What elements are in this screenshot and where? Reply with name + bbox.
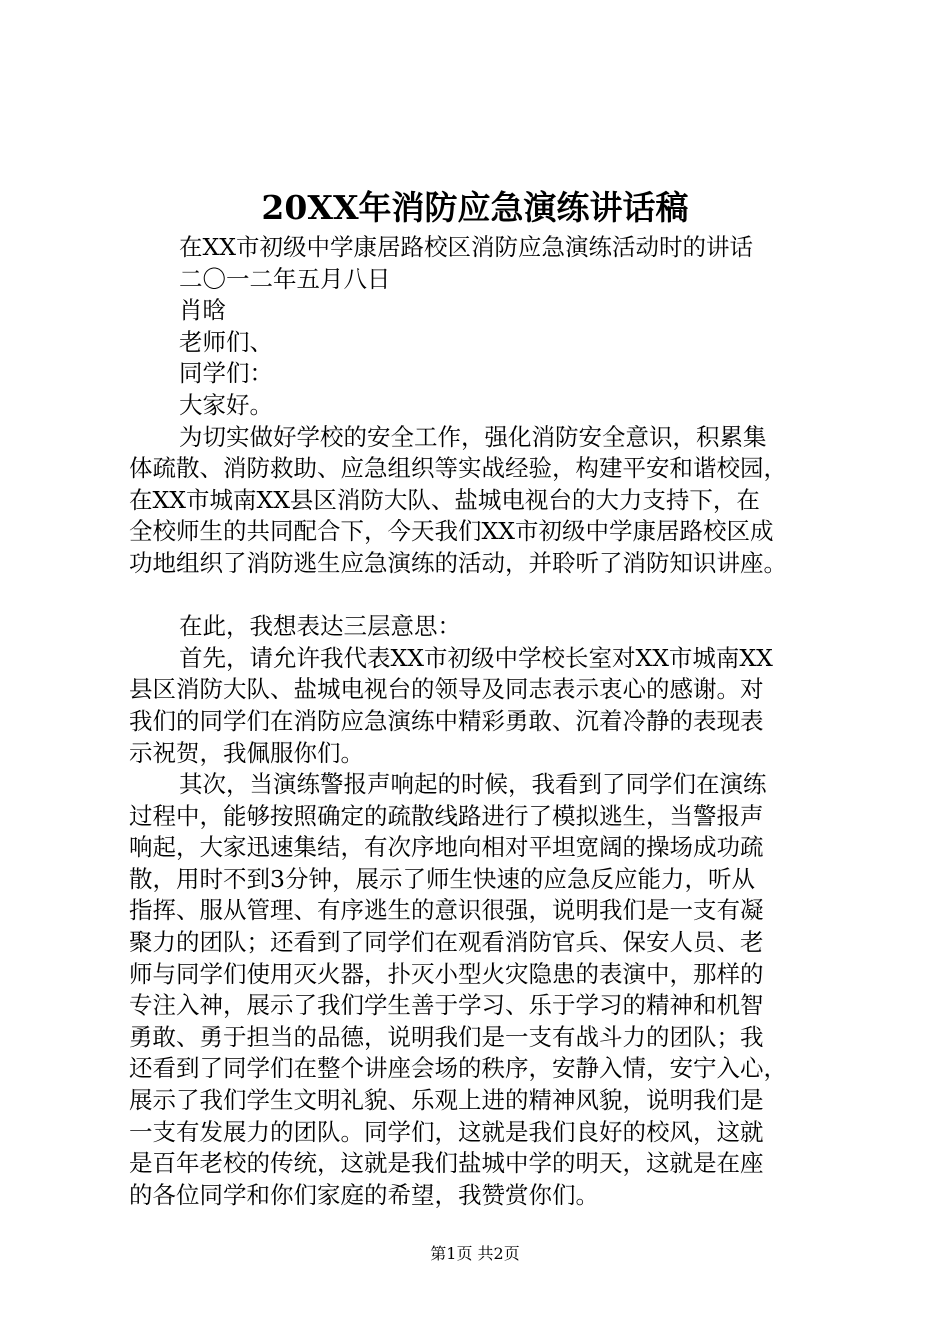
document-body — [129, 232, 849, 1211]
text-line: 指挥、服从管理、有序逃生的意识很强，说明我们是一支有凝 — [129, 896, 764, 925]
text-line: 的各位同学和你们家庭的希望，我赞赏你们。 — [129, 1180, 599, 1209]
text-line — [129, 580, 849, 612]
text-line: 老师们、 — [179, 327, 273, 356]
text-line: 散，用时不到3分钟，展示了师生快速的应急反应能力，听从 — [129, 864, 755, 893]
text-line: 在XX市城南XX县区消防大队、盐城电视台的大力支持下，在 — [129, 485, 760, 514]
text-line: 在此，我想表达三层意思： — [179, 612, 461, 641]
text-line: 勇敢、勇于担当的品德，说明我们是一支有战斗力的团队；我 — [129, 1022, 764, 1051]
text-line: 同学们： — [179, 359, 273, 388]
text-line: 过程中，能够按照确定的疏散线路进行了模拟逃生，当警报声 — [129, 801, 764, 830]
text-line: 肖晗 — [179, 296, 226, 325]
text-line: 其次，当演练警报声响起的时候，我看到了同学们在演练 — [179, 770, 767, 799]
text-line: 展示了我们学生文明礼貌、乐观上进的精神风貌，说明我们是 — [129, 1086, 764, 1115]
page-footer: 第1页 共2页 — [430, 1244, 520, 1263]
text-line: 聚力的团队；还看到了同学们在观看消防官兵、保安人员、老 — [129, 928, 764, 957]
text-line: 为切实做好学校的安全工作，强化消防安全意识，积累集 — [179, 422, 767, 451]
text-line: 我们的同学们在消防应急演练中精彩勇敢、沉着冷静的表现表 — [129, 706, 764, 735]
text-line: 体疏散、消防救助、应急组织等实战经验，构建平安和谐校园， — [129, 454, 787, 483]
text-line: 专注入神，展示了我们学生善于学习、乐于学习的精神和机智 — [129, 991, 764, 1020]
text-line: 县区消防大队、盐城电视台的领导及同志表示衷心的感谢。对 — [129, 675, 764, 704]
text-line: 首先，请允许我代表XX市初级中学校长室对XX市城南XX — [179, 643, 773, 672]
text-line: 是百年老校的传统，这就是我们盐城中学的明天，这就是在座 — [129, 1149, 764, 1178]
text-line: 大家好。 — [179, 390, 273, 419]
text-line: 全校师生的共同配合下，今天我们XX市初级中学康居路校区成 — [129, 517, 774, 546]
text-line: 一支有发展力的团队。同学们，这就是我们良好的校风，这就 — [129, 1117, 764, 1146]
text-line: 响起，大家迅速集结，有次序地向相对平坦宽阔的操场成功疏 — [129, 833, 764, 862]
text-line: 在XX市初级中学康居路校区消防应急演练活动时的讲话 — [179, 233, 753, 261]
document-title: 20XX年消防应急演练讲话稿 — [261, 188, 689, 227]
text-line: 还看到了同学们在整个讲座会场的秩序，安静入情，安宁入心， — [129, 1054, 787, 1083]
text-line: 示祝贺，我佩服你们。 — [129, 738, 364, 767]
text-line: 师与同学们使用灭火器，扑灭小型火灾隐患的表演中，那样的 — [129, 959, 764, 988]
text-line: 二〇一二年五月八日 — [179, 264, 391, 293]
text-line: 功地组织了消防逃生应急演练的活动，并聆听了消防知识讲座。 — [129, 548, 787, 577]
